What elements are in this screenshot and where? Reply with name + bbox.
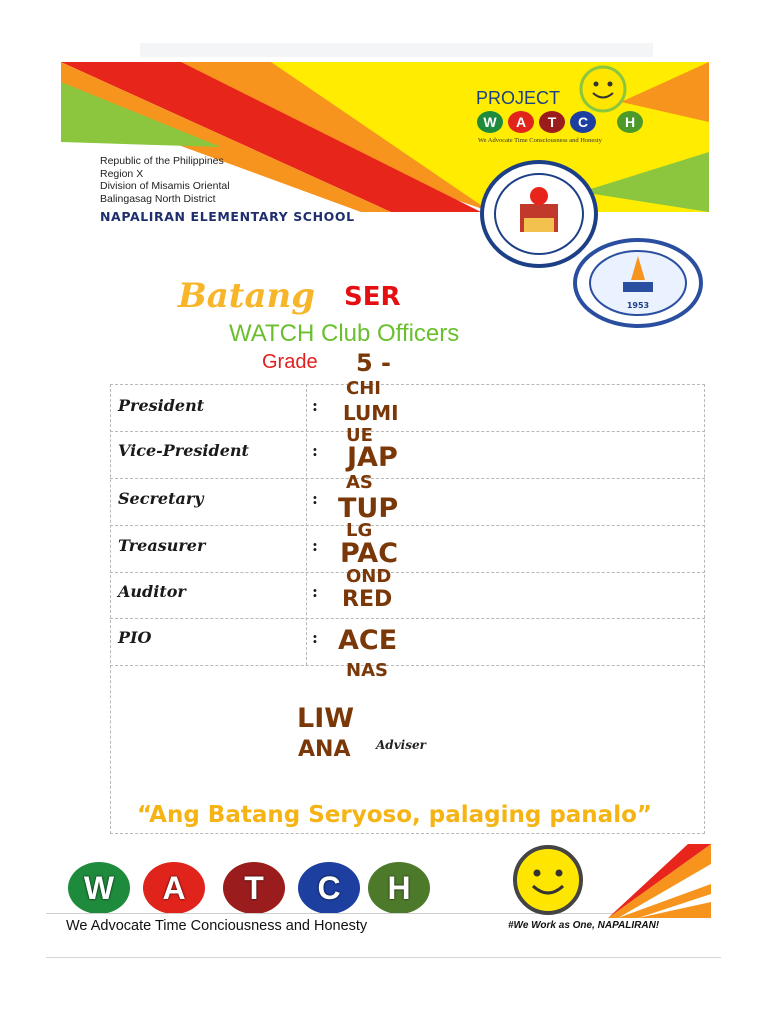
role-secretary: Secretary — [118, 489, 204, 508]
name-fragment: NAS — [346, 660, 388, 681]
bottom-divider — [46, 957, 721, 958]
table-row-divider — [110, 665, 705, 666]
ball-h: H — [617, 111, 643, 133]
role-treasurer: Treasurer — [118, 536, 206, 555]
work-tagline: #We Work as One, NAPALIRAN! — [508, 920, 660, 931]
footer-ball-t: T — [223, 862, 285, 914]
ball-w: W — [477, 111, 503, 133]
colon: : — [312, 582, 318, 601]
name-fragment: CHI — [346, 378, 381, 399]
name-fragment: LG — [346, 520, 373, 541]
colon: : — [312, 628, 318, 647]
org-line-region: Region X — [100, 167, 144, 180]
table-column-divider — [306, 384, 307, 665]
title-club: WATCH Club Officers — [229, 320, 460, 347]
grade-label: Grade — [262, 351, 318, 373]
footer-ball-a: A — [143, 862, 205, 914]
ball-c: C — [570, 111, 596, 133]
table-row-divider — [110, 572, 705, 573]
adviser-name-fragment: ANA — [298, 737, 351, 762]
table-row-divider — [110, 525, 705, 526]
adviser-name: LIW — [297, 703, 355, 734]
tagline-small: We Advocate Time Consciousness and Honesty — [478, 137, 602, 144]
org-line-country: Republic of the Philippines — [100, 155, 224, 167]
colon: : — [312, 536, 318, 555]
ball-t: T — [539, 111, 565, 133]
colon: : — [312, 489, 318, 508]
colon: : — [312, 441, 318, 460]
name-auditor: RED — [342, 587, 393, 612]
org-line-district: Balingasag North District — [100, 192, 216, 205]
role-pio: PIO — [118, 628, 152, 647]
role-vice-president: Vice-President — [118, 441, 249, 460]
adviser-label: Adviser — [376, 738, 426, 752]
sunburst-rays-icon — [608, 844, 711, 918]
table-row-divider — [110, 478, 705, 479]
title-batang: Batang — [178, 276, 315, 316]
footer-tagline: We Advocate Time Conciousness and Honesty — [66, 918, 368, 934]
org-lines — [100, 155, 230, 205]
seal-year: 1953 — [626, 301, 650, 310]
footer-ball-w: W — [68, 862, 130, 914]
name-secretary: TUP — [338, 493, 399, 524]
smiley-clock-icon — [512, 844, 584, 916]
name-fragment: AS — [346, 472, 373, 493]
name-treasurer: PAC — [340, 538, 399, 569]
footer-ball-h: H — [368, 862, 430, 914]
table-row-divider — [110, 431, 705, 432]
top-strip — [140, 43, 653, 57]
footer-ball-c: C — [298, 862, 360, 914]
motto-quote: “Ang Batang Seryoso, palaging panalo” — [137, 802, 653, 828]
role-auditor: Auditor — [118, 582, 186, 601]
table-row-divider — [110, 618, 705, 619]
org-line-division: Division of Misamis Oriental — [100, 180, 230, 192]
name-vice-president: JAP — [347, 442, 398, 473]
title-ser: SER — [344, 282, 401, 312]
name-fragment: UE — [346, 425, 373, 446]
smiley-clock-icon — [578, 64, 628, 114]
ball-a: A — [508, 111, 534, 133]
name-pio: ACE — [338, 625, 398, 656]
project-label: PROJECT — [476, 88, 561, 108]
name-president: LUMI — [343, 401, 399, 425]
school-name: NAPALIRAN ELEMENTARY SCHOOL — [100, 209, 355, 224]
name-fragment: OND — [346, 566, 392, 587]
grade-value: 5 - — [356, 349, 392, 377]
role-president: President — [118, 396, 205, 415]
school-seal-icon — [573, 238, 703, 328]
colon: : — [312, 396, 318, 415]
